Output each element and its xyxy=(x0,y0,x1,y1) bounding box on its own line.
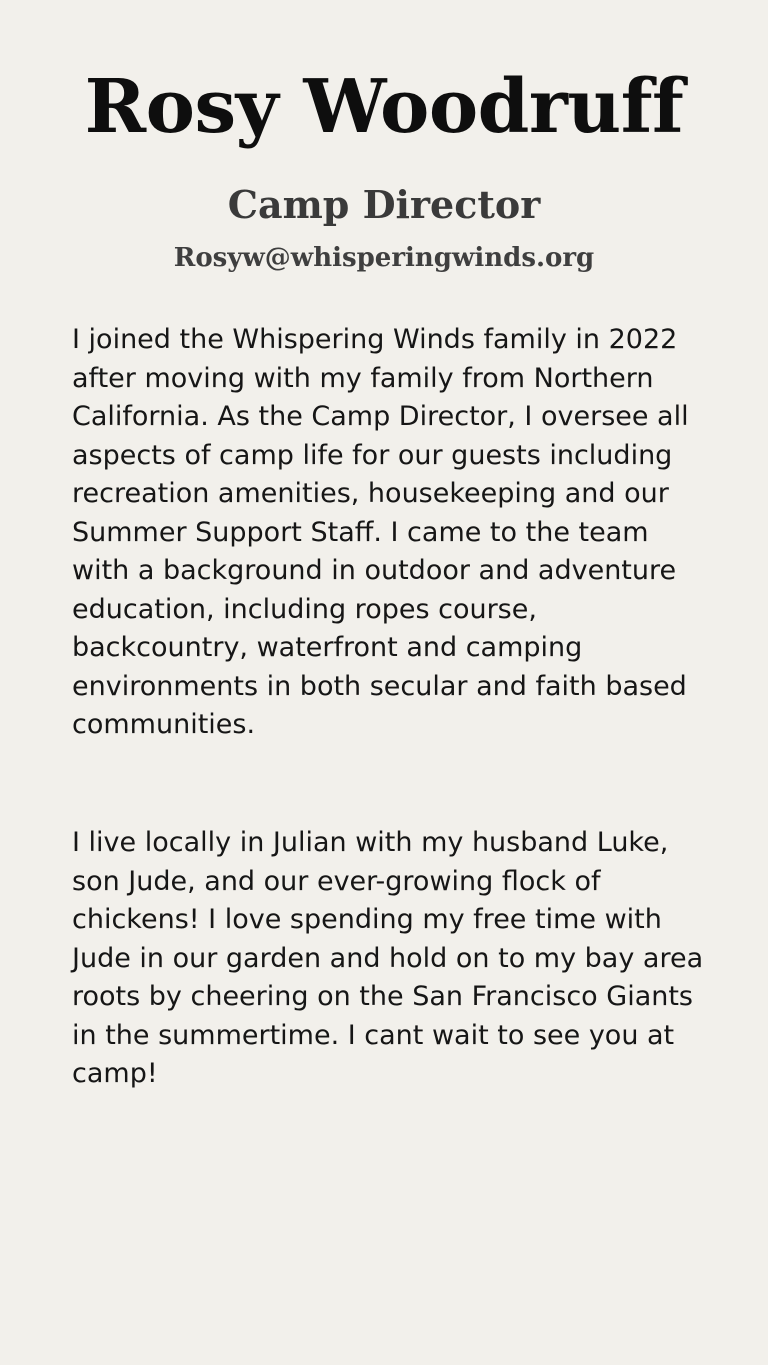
staff-name: Rosy Woodruff xyxy=(84,64,684,150)
bio-paragraph: I joined the Whispering Winds family in 2022 after moving with my family from Northern California. As the Camp Director, I oversee all aspects of camp life for our guests including recreation amenities, housekeeping and our Summer Support Staff. I came to the team with a background in outdoor and adventure education, including ropes course, backcountry, waterfront and camping environments in both secular and faith based communities. xyxy=(72,324,689,740)
staff-email: Rosyw@whisperingwinds.org xyxy=(173,243,595,273)
bio-paragraph: I live locally in Julian with my husband Luke, son Jude, and our ever-growing flock of chickens! I love spending my free time with Jude in our garden and hold on to my bay area roots by cheering on the San Francisco Giants in the summertime. I cant wait to see you at camp! xyxy=(72,827,704,1089)
staff-title: Camp Director xyxy=(227,182,541,227)
